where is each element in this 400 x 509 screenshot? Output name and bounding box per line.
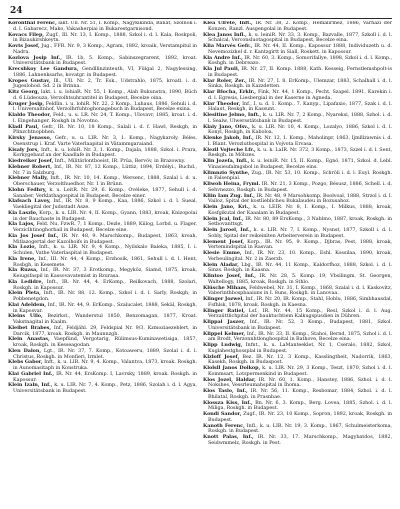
entry-text: k. u. LIR. Nr. 7, 2 Komp., Nyareksi, 1888, Szhol. i. d. l. Sealw, Ulwersstätsbank in Budapest. [208,112,392,124]
entry-text: Gefr., u. u. LIR. Nr. 3, 1. Komp., Nagykaroly, Béles, Osenstrup i. Kraf. Varte Vaterlaapital in Vätammgaraiand. [13,135,197,147]
entry-text: IR. 1b, 5. Komp., Sabinszegrarent, 1892, kroat. Universitätsbank in Budapest. [13,54,197,67]
entry-name: Klebner Robert, [8,163,52,170]
entry-text: Korp., IR. Nr. 95, 9. Komp., Djbras, Pest, 1888, kroak, Vertemindspital in Rasvan. [208,238,392,251]
entry-name: Kirsky Jenasso, [8,135,52,141]
entry-text: Zugf., IR. Nr. 23, 10 Komp., Sopron, 1892, kroak, Roskgh. in Budapest. [208,411,392,423]
entry-text: Gefr., IR. Nr. 10, 18 Komp., Salali i. d. f. Hawl, Reskgh, in Plinzchtnopbhen. [13,123,197,136]
entry-name: Klein Aladar, [203,261,239,268]
entry-text: Inf., IR. Nr. 37, 3 Erotkomp., Megykôz, Siamd, 1875, kroak, Keiugsfaspil in Kassovavatemist in Bzurasa. [13,267,197,279]
entry-name: Klein Pleta, [8,290,41,297]
entry-name: Kanoth Ferenc, [203,422,245,429]
entry-text: Feldlin. i. u. lohiR. Nr. 22, 2 Komp., Luhaus, 1886, Sehuli i. d. l. Universaltnhof, Verzolhrfuhtoghonagebuch in Budapest, Becelze exina. [13,100,197,113]
entry-text: k. u. LIR. Nr. 7, 4. Komp., Petz, 1886, Szolah i. d. l. Agya, Universitätsbank in Budapest. [13,382,197,394]
entry-name: Kia Laszlo, [8,209,38,216]
entry-text: k. u. k. LaIR. Nr. 372, 3 Komp., 1873, Szzel i. d. l. Sent, Reskgh. in Möbzes. [208,146,392,159]
entry-text: Inft., IR. Nr. 44, 4. ErKomp., Reilkovach, 1888, Szolari, Roskgh. in Kapossur. [13,278,197,291]
entry-text: Inf., IR. Nr. 23, 10. Komp., Eshl. Kossilaa, 1890, kroak, Verbeulingital. Nr. 2 in Zaerzb. [208,250,392,262]
entry-name: Klipp Ludwig, [203,342,243,348]
entry-text: Feld., u. u. LR. Nr. 24, T. Komp., Ulovavr, 1885, kroat. i. d. l. Eingehanger, Roskgh in Novotno. [13,112,197,124]
entry-name: Klüsche Mihazs, [203,284,248,291]
directory-entry [203,435,392,447]
entry-text: Bez. IR. Nr. 12, 3 Komp., Kasslingtheit, Nadorrik, 1863, Kasekh, Roskgh. in Budaspost. [208,353,392,366]
entry-text: Inf., IR. Nr. 33, II. Komp., Stahoi, Bernd, 1875, Szhol i. d. l. am Brodt, Verzonnhtlonghospital in Bathove, Becelze eina. [208,330,392,343]
left-column [8,21,197,507]
directory-entry [8,383,197,395]
entry-name: Kruger Josip, [8,100,45,107]
entry-name: Klea Janos Infl., [203,31,247,38]
entry-name: Klein Jaroel, Inf., [203,227,252,233]
entry-text: Inf., IR. Nr. 44, 9. ErKomp., Szalucalet, 1888, Sekäl, Roskgh, in Kaposvar. [13,301,197,314]
entry-name: Klein Anastas, [8,336,50,343]
entry-text: Inf., Feldjähl. 29, Feldspial Nr. 9/3, Kzmoziaezeblert, in Darcik, 1877, kroak. Roskgh. in Maunnzgh. [13,324,197,337]
entry-text: Zug., IR. Nr. 53, 10. Komp., Schröli i. d. l. Euyl. Roskgh. in Falsenpial. [208,169,392,182]
entry-text: k. u. leiniR. Nr. 33, 3. Komp., Bazvalle, 1877, Szkoll i. d. l. Schalcal, Verconsluotagospital in Budapest, Becelze eina. [208,31,392,44]
entry-name: Kovts Josef, [8,43,40,49]
right-column [203,21,392,507]
entry-text: k. u. leiniR. Nr. 15, II. Komp., Egnö, 1871, Szkol. d. Lebl. Vinasieufalmgsbol in Budapest, Becelze eins. [208,158,392,170]
entry-name: Kliwoh Heina, Fryml. [203,181,261,187]
entry-text: Lbg., IR. Nr. 44, 11 Komp., Kaldorfhoz, 1888, Szkol. i. d. l. Sinzs. Roskgh. in Kaasna. [208,261,392,274]
entry-name: Klein Izaln, Inf., [8,382,53,389]
entry-text: IR. Nr. 28, 5. Komp. 19, Vbsilingm, St. Georgen, Waltellogy, 1885, kroak, Roskgh. in Sthlo. [208,273,392,285]
entry-text: k. u. LIR. Nr. 10, 4. Komp., Lozalyo, 1886, Szkol i. d. l. Konyl, Roskgh, in Kaboloa. [208,123,392,136]
entry-name: Kisaly Jors, [8,146,39,153]
entry-name: Klossza Kiss, Inf., [203,399,253,406]
entry-text: k. u. LIR. Nr. 29, 3 Komp., Teszt, 1870, Szhol i. d. l. Kommsart, Lotspermenkind in Budapest. [208,365,392,377]
entry-name: Klai Gabriel Inf., [8,370,55,377]
entry-text: Inf., IR. Nr. 87, 12 Komp., Lüttiz, 1894, Erdélyi., Buchd., Nr. 7 in Salzburg. [13,163,197,176]
entry-text: Fink, Nr. 44, 1 Komp., Pecht. Szapel. 1891, Karekin i. d. l. Egresis, Liesbergial in der Kaserne in Agneda. [208,89,392,101]
entry-text: Infl., k. u. LIR. Nr. 19, 3. Komp., 1867, Schulmeisterkoma, Roskgh. in Budapest. [208,422,392,435]
entry-text: k. u. LeitR. Nr. 29, 6. Komp., Ovéleke, 1877, Sehull i. d. Sanaber, Verklathagospital in Budapest, Becelze einer. [13,186,197,199]
entry-name: Klebner Mally, [8,175,49,182]
entry-text: Infnt., k. u. LaManteeklet, Nr. 1, Cseralo, 1882, Szkol, Kuglahestghossplal in Budapest. [208,342,392,354]
entry-name: Klaiy Jano, Ofsv., [203,123,250,130]
entry-name: Kleins Ullo, [8,313,43,320]
entry-name: Klippel Kelmer, [203,330,246,337]
entry-name: Klintoo Josef, Inf., [203,273,256,279]
entry-name: Klar Theodor, [203,100,241,107]
entry-text: Vaepfünd, Vergotarig, Rülimsus-Kuminawetisiga, 1857, kroak, Roskgh. in Kesseagodan. [13,336,197,348]
entry-name: Krecshkoy Lee Gandura, [8,66,79,72]
entry-text: IR. Nr. 48, 9. Marschkomp., Budapest, 1863, kroah, Mitlazogertal der Kazolhoifs in Budapest. [13,232,197,245]
entry-name: Klai Adeldem, [8,301,46,308]
entry-text: lakt. i. u. lohiaR. Nr. 55, 1 Komp., Alah Bukunstra, 1890, Büch d. 6 Lüdeouza, Verzolhtsuhrantitel in Budapest, Becelze oina. [13,89,197,101]
entry-text: Inft., k. u. LIR. Nr. 9, 4 Komp., Nyilskalo Baleka, 1885, I. i. Schulen, Vathe Vaterlaspital in Budapest. [13,244,197,256]
entry-text: Inf., IR. Nr. 8, 9 Komp., Kaa, 1886, Szkol i. d. l. Sueal, Vaekliegital der Judsstadt Asze. [13,198,197,210]
entry-text: Inft., k. u. lohiR. Nr. 3, 1. Komp., Dajala, 1888, Szkol. i. Prara, Korkygebauf an der Kaadlafe in Budapest. [13,146,197,159]
entry-text: Jug., FFR. Nr. 9, 3 Komp., Agram, 1892, kroaik, Verstampitul in Nadra. [13,43,197,55]
entry-name: Kladl Paul, [8,123,39,130]
entry-name: Klea Ulrete, Inft., [203,21,253,26]
entry-name: Klzloff Josef, [203,353,240,360]
entry-text: Inf., IR. Nr. 52, 3 Komp., Budapest, 1881, Szkol. Universitätsbank in Budapest. [208,319,392,331]
entry-name: Klimnzio Synthe, [203,169,250,176]
entry-name: Kla Ruzsa, [8,267,38,274]
entry-name: Klen Dalon, [8,347,42,354]
entry-name: Kia Jos Josef Inf., [8,232,59,239]
entry-name: Koronthal Ferenc, [8,21,57,26]
entry-name: Kropes Gustav, [8,77,51,84]
entry-text: Zugf., Ill. Nr. 13, I. Komp., 1888, Szkol i. d. l. Kala, Roskpoli, in Bizaukirshkeytn. [13,31,197,44]
entry-text: IR. Nr. 60, 3. Komp., Somorifallye, 1898, Szkol i. d. l. Komp., Koshgh. in Debreazo. [208,54,392,67]
entry-name: Kla Lozio, [8,244,37,251]
entry-name: Klein Jano, Kri., [203,204,250,210]
entry-name: Klenke Jakob, Inf., [203,135,254,141]
page-number: 24 [10,6,23,16]
entry-name: Klia Marvés Gefr., [203,43,253,49]
entry-text: Inft., Militärlontboeist, IR. Prüa, Bervöv, in Brazowny. [54,158,186,164]
entry-text: IR. Nr. 33, 17. Marschkomp., Magybatdos, 1882, Seidwmmelz, Roskgh. in Pest. [208,434,392,446]
entry-text: IR. Nr. 38, 2. Komp., Hemalirmez, 1886, Varhazi der Konzen, Ranzl. Ausgengolal in Budapest. [208,21,392,32]
entry-text: IR. Nr. 27, I. 8. ErKomp., Ulemzar, 1883, Schalhall i. d. l. Sinka, Roskgh. in Kazzdetten. [208,77,392,90]
entry-text: IR. Nr. 56, 11. Komp., Resbomar, 1884, Szhol. i. d. l. Bhilatal, Roskgh. in Prasnbae. [208,388,392,400]
entry-text: Ill., Ull. Nr. 2, Tr. Esk., Udstrahlo, 1875, kroatl. i. d. Jugeslohod. Sd. 2 in Brinna. [13,77,197,90]
entry-text: Inft., k. u. LIR. Nr. 9, 4. Komp., Valantva, 1873, kroak. Roskgh. in Aunomasitaph in Konstruka. [13,359,197,371]
columns [8,21,392,507]
entry-name: Klesie Emme, [203,250,242,256]
header-rule [8,18,392,19]
entry-text: Inf., III. Nr. 44, 4 Komp., Erzhosik, 1861, Sehull i. d. l. Hent, Rosbgh, in Kesemete. [13,255,197,268]
entry-text: Inf., IR. Nr. 20, IR. Komp., Stahl, Hoblu, 1886, Simbhausdal, Fsfhlsk, 1878, kroak. Roskgh. in Kaesna. [208,296,392,308]
entry-text: Feldwebel, Nr. 31, I. Komp., 1868, Szalal i. d. l. Kaskovitz, Vaberinthbospbaaiuns in I. 8uns, Roskgh. in Lanovaa. [208,284,392,297]
entry-name: Klar Blocha, Erklr., [203,89,256,95]
entry-text: IR. Nr. 44, ErsKomp. I, Lavrsky, 1889, kroak. Roskgh. in Kapossur. [13,370,197,383]
entry-name: Klein Jcal, Inf., [203,215,244,222]
entry-name: Klinger Ratiel, [203,307,245,314]
entry-name: Klement Josef, [203,238,245,245]
entry-text: IR. Nr. 21, 3 Komp., Pozgo, Bésusz, 1886, Schell. i. d. Sehvnezzo, Roskgh. in Budapest. [208,181,392,193]
entry-text: Korp., k. u. LIR. Nr. 4, II. Komp., Gyann, 1883, kroak, Knizopolai in der Bauchaste in Budapest. [13,209,197,222]
entry-text: IR. Nr. 12, 1. Komp., Maholinpr, 1863, Ijmlllzawnis i. d. l. Blant. Verozluthospital in Vojvota Ervasa. [208,135,392,147]
entry-text: lakt. Üll. Nr. 51, I. Komp., Nagykikinda, Bánát, Szolnok i. d. l. Gabarecz, Mako, Vakasherpiai in Bukarestgarnisond. [13,21,197,32]
entry-text: IR. Nr. 27, II. Komp. 1888, Kath. Kesseig, Fernstlemshpolt-is in Budapest. [208,66,392,78]
entry-text: Inft., IR. Nr. 10, 14. Komp., Wersenc, 1888, Szalal i. d. u. Oberschauer, Verzolthuedhor, Nr. 1 in Brünn. [13,175,197,187]
entry-name: Klohn Fedhry, [8,186,47,193]
entry-name: Kozlova Josip Inf., [8,54,62,61]
entry-text: Bezirkst., Wanderstul 1850, Benzomagan, 1877, Kroat. Vakstnagital in Kaalm. [13,313,197,325]
entry-name: Kialdo Theodor, [8,112,52,118]
entry-text: IR. Nr. 60, 1. Komp., Hanstey, 1886, Szhol. i. d. l. Nokshes, Vessrleumahspital in Ihoma. [208,376,392,389]
entry-name: Kitz Georg, [8,89,39,95]
entry-name: Kiedreiker Josef, [8,158,54,164]
entry-name: Kla Lajos, [8,221,35,228]
entry-name: Kondi Sandor, [203,411,242,417]
entry-name: Kleibet Brabes, [8,324,52,331]
entry-name: Klippal Jaszer, [203,319,246,325]
entry-text: Gendllinzinteuth, VI, Fülgal 2, Nagylessing, 1886, Lahnenksarhs, kovatgr. in Budapest. [13,66,197,78]
entry-text: IR. Nr. 80, 89 ErsKomp., 3 Nahlmo, 1887, kroak, Roskgh. in Setbovanttsgt. [208,215,392,228]
entry-name: Kovacs Filep, [8,31,45,38]
entry-text: Inft., IR. Nr. 88, 12. Komp., Szkol i. d. l. Sarly, Roskgh, in Pobbenetgdon. [13,290,197,302]
entry-name: Klos Jozel, Haldar, [203,376,256,383]
entry-text: k. u. LIR. Nr. 7, I. Komp., Nysnst, 1877, Szkoll i. d. l. Sobly, Spital der reikeiniten Arbeiterverein in Budapest. [208,227,392,239]
entry-name: Klos Taslo, Inf., [203,388,248,394]
entry-name: Klolsll Janos Dolkop, [203,365,261,371]
entry-name: Kla Jul Pauli, [203,66,240,72]
entry-name: Kla Andre Inf., [203,54,243,61]
entry-name: Klesitine Jelmo, Inft., [203,112,262,118]
entry-name: Kla Irene, [8,255,36,262]
entry-name: Klin Jozefa, Infl., [203,158,250,164]
entry-name: Kla Ledidre, [8,278,44,285]
entry-text: k. u. LEIR. Nr. 8, I. Komp., I. Milkus, 1888, kroak, Kosfgikutal der Kaaalam in Budapest. [208,204,392,216]
entry-name: Klafsach Lavoy, [8,198,51,205]
entry-name: Klebs Gabor, [8,359,43,366]
entry-name: Klezil Vojteche Lfr., [203,146,256,153]
entry-text: IR. Nr. 44, II. Komp., Kapossur 1888, Individuzeth u. d. Nevemozizkel d. r. Kantzgirtt in Siall, Roskett. in Kapossur. [208,43,392,55]
entry-name: Knott Palas, Inf., [203,434,254,440]
entry-name: Klar Roler, Zer., [203,77,247,84]
entry-name: Klinger Jozwel, [203,296,244,302]
entry-text: Lgt., IR. Nr. 37, 7. Komp., Kotoaweru, 1889, Szolal i. d. l. Christus, Roskgh. in Monfieri, Irmlet. [13,347,197,360]
entry-text: Bn. Nr. 6, 3. Komp., Berg. Lovea, 1885, Szhol. i. d. l. Miliga, Roskgh. in Budapest. [208,399,392,412]
entry-text: IR. Nr. 48, 9 Marsohkomp, Boolvoal, 1888, Strzol i. d. l. Vailoz, Spital der kostlieblicheu Bukalaudeu in Bozusahoz. [208,192,392,205]
entry-text: Lsf., IR. Nr. 44, 15 Komp., Resl, Szkol i. d. l. Aug. Verzaüttlichpital der bauktuchtiem Kalkugspusdien in Dühren. [208,307,392,320]
entry-text: Inf., I. u. d. 1. Komp., 7. Kanyp., Lipafaxio, 1877, Szak i. d. l. Halaut, Reskgh, in Kassunt. [208,100,392,113]
entry-text: Feld. Nu, FzwR. 7, 1 Komp., Dezle, 1889, Kiilog, Lorbd. u. Flager, Verziclhtinoghorbail in Budapest, Becelze eine. [13,221,197,233]
entry-name: Kliin Iam Zug. Inf., [203,192,255,199]
